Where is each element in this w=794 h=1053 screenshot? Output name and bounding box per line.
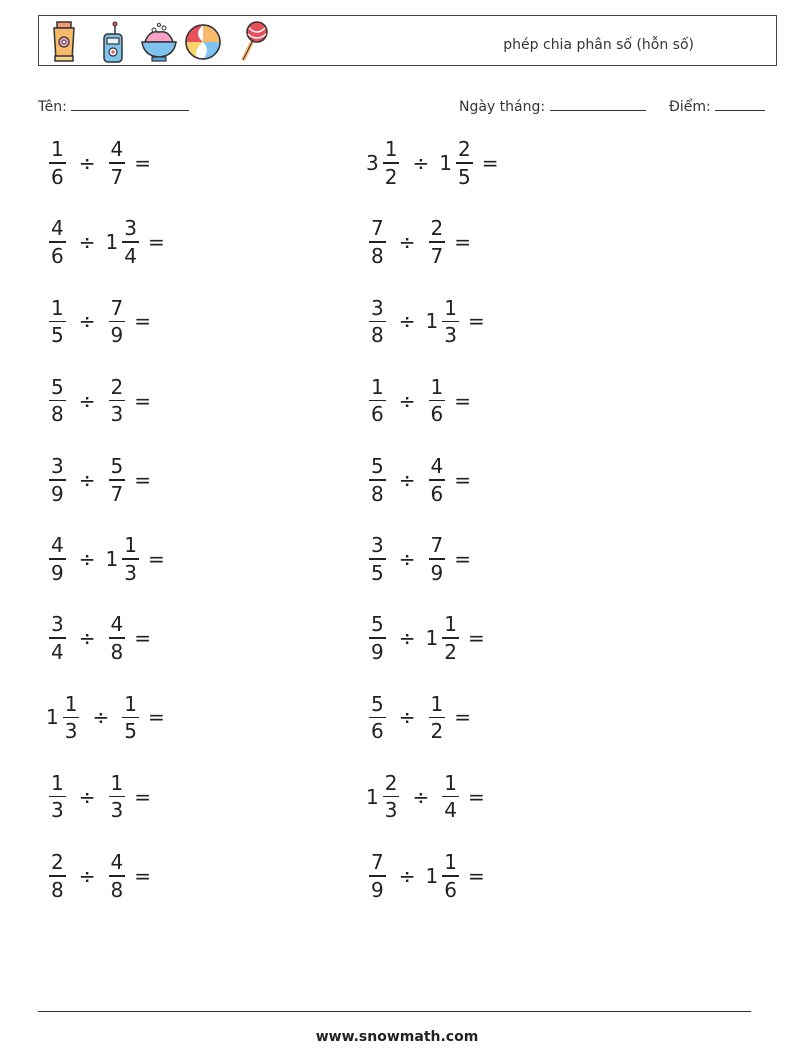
denominator: 8 — [371, 481, 384, 506]
fraction-bar — [122, 241, 139, 243]
fraction-bar — [429, 400, 446, 402]
worksheet-title: phép chia phân số (hỗn số) — [503, 37, 694, 53]
numerator: 5 — [371, 454, 384, 479]
equals-sign: = — [467, 863, 485, 888]
denominator: 6 — [51, 243, 64, 268]
fraction-bar — [383, 162, 400, 164]
whole-number: 1 — [46, 705, 59, 730]
equals-sign: = — [454, 547, 471, 571]
numerator: 1 — [110, 770, 124, 795]
fraction — [122, 217, 139, 267]
numerator: 3 — [371, 533, 384, 558]
denominator: 5 — [371, 560, 384, 585]
fraction-bar — [49, 241, 66, 243]
numerator: 1 — [64, 691, 78, 716]
fraction — [49, 138, 66, 188]
numerator: 3 — [51, 454, 64, 479]
fraction-bar — [369, 241, 386, 243]
fraction — [369, 217, 386, 267]
lollipop-icon — [229, 20, 269, 64]
denominator: 9 — [371, 639, 384, 664]
fraction — [383, 772, 400, 822]
fraction-bar — [49, 637, 66, 639]
divide-sign: ÷ — [412, 784, 430, 809]
fraction — [109, 613, 126, 663]
whole-number: 1 — [105, 547, 119, 571]
divide-sign: ÷ — [78, 626, 96, 651]
numerator: 7 — [371, 216, 384, 241]
numerator: 4 — [110, 850, 124, 875]
fraction-bar — [109, 479, 126, 481]
fraction — [442, 851, 459, 901]
numerator: 1 — [444, 295, 457, 320]
fraction — [49, 772, 66, 822]
date-blank[interactable] — [550, 96, 646, 111]
denominator: 8 — [51, 402, 64, 427]
denominator: 9 — [371, 877, 384, 902]
divide-sign: ÷ — [398, 230, 416, 255]
numerator: 5 — [371, 612, 384, 637]
fraction-bar — [109, 400, 126, 402]
denominator: 5 — [457, 164, 471, 189]
numerator: 4 — [110, 612, 124, 637]
denominator: 9 — [51, 481, 64, 506]
numerator: 1 — [430, 691, 444, 716]
fraction — [369, 376, 386, 426]
numerator: 7 — [430, 533, 444, 558]
equals-sign: = — [467, 626, 485, 651]
fraction — [456, 138, 473, 188]
fraction-bar — [456, 162, 473, 164]
numerator: 5 — [110, 454, 124, 479]
fraction-bar — [369, 479, 386, 481]
fraction — [49, 534, 66, 584]
score-blank[interactable] — [715, 96, 765, 111]
fraction — [369, 455, 386, 505]
divide-sign: ÷ — [78, 784, 96, 809]
divide-sign: ÷ — [412, 151, 430, 175]
fraction-bar — [369, 875, 386, 877]
fraction-bar — [429, 241, 446, 243]
beach-ball-icon — [183, 20, 223, 64]
whole-number: 1 — [425, 626, 439, 651]
fraction — [63, 693, 80, 743]
divide-sign: ÷ — [398, 705, 416, 730]
denominator: 7 — [430, 243, 444, 268]
numerator: 4 — [51, 533, 64, 558]
divide-sign: ÷ — [78, 151, 96, 175]
denominator: 9 — [430, 560, 444, 585]
fraction — [429, 217, 446, 267]
fraction-bar — [49, 875, 66, 877]
equals-sign: = — [134, 784, 151, 809]
equals-sign: = — [134, 626, 151, 651]
numerator: 2 — [457, 137, 471, 162]
problem-item — [46, 844, 151, 908]
fraction-bar — [442, 796, 459, 798]
fraction-bar — [109, 321, 126, 323]
whole-number: 3 — [366, 151, 379, 175]
whole-number: 1 — [425, 309, 439, 334]
denominator: 4 — [444, 798, 457, 823]
equals-sign: = — [481, 151, 499, 175]
fraction — [383, 138, 400, 188]
denominator: 3 — [51, 798, 64, 823]
fraction-bar — [109, 637, 126, 639]
denominator: 8 — [371, 323, 384, 348]
name-blank[interactable] — [71, 96, 189, 111]
fraction — [442, 772, 459, 822]
denominator: 6 — [371, 402, 384, 427]
score-label: Điểm: — [669, 99, 711, 115]
fraction — [122, 693, 139, 743]
denominator: 6 — [430, 481, 444, 506]
divide-sign: ÷ — [398, 863, 416, 888]
problem-item — [46, 448, 151, 512]
equals-sign: = — [454, 388, 471, 413]
problem-item — [46, 131, 151, 195]
numerator: 1 — [384, 137, 398, 162]
numerator: 4 — [51, 216, 64, 241]
divide-sign: ÷ — [398, 626, 416, 651]
numerator: 4 — [430, 454, 444, 479]
divide-sign: ÷ — [92, 705, 110, 730]
numerator: 3 — [51, 612, 64, 637]
denominator: 3 — [110, 798, 124, 823]
fraction — [429, 693, 446, 743]
whole-number: 1 — [366, 784, 379, 809]
divide-sign: ÷ — [398, 547, 416, 571]
problem-item — [366, 606, 485, 670]
divide-sign: ÷ — [78, 388, 96, 413]
problem-item — [366, 765, 485, 829]
fraction — [49, 297, 66, 347]
numerator: 2 — [110, 374, 124, 399]
problem-item — [46, 765, 151, 829]
denominator: 7 — [110, 481, 124, 506]
fraction-bar — [49, 162, 66, 164]
denominator: 2 — [430, 719, 444, 744]
fraction — [109, 851, 126, 901]
denominator: 5 — [124, 719, 137, 744]
denominator: 8 — [110, 877, 124, 902]
denominator: 7 — [110, 164, 124, 189]
fraction-bar — [369, 400, 386, 402]
denominator: 8 — [110, 639, 124, 664]
fraction — [49, 217, 66, 267]
fraction-bar — [122, 717, 139, 719]
fraction-bar — [429, 717, 446, 719]
equals-sign: = — [454, 230, 471, 255]
equals-sign: = — [134, 309, 151, 334]
numerator: 1 — [51, 770, 64, 795]
denominator: 3 — [124, 560, 137, 585]
equals-sign: = — [134, 467, 151, 492]
fraction-bar — [63, 717, 80, 719]
fraction — [429, 376, 446, 426]
equals-sign: = — [454, 467, 471, 492]
fraction-bar — [109, 796, 126, 798]
denominator: 3 — [64, 719, 78, 744]
fraction — [49, 376, 66, 426]
problem-item — [366, 844, 485, 908]
problem-item — [366, 210, 471, 274]
equals-sign: = — [134, 388, 151, 413]
denominator: 9 — [51, 560, 64, 585]
numerator: 3 — [124, 216, 137, 241]
fraction — [429, 534, 446, 584]
numerator: 2 — [51, 850, 64, 875]
fraction-bar — [49, 796, 66, 798]
divide-sign: ÷ — [78, 230, 96, 255]
fraction-bar — [369, 321, 386, 323]
numerator: 1 — [51, 295, 64, 320]
date-label: Ngày tháng: — [459, 99, 546, 115]
fraction-bar — [49, 558, 66, 560]
equals-sign: = — [147, 230, 165, 255]
divide-sign: ÷ — [78, 863, 96, 888]
numerator: 1 — [444, 770, 457, 795]
numerator: 2 — [384, 770, 398, 795]
numerator: 1 — [444, 850, 457, 875]
equals-sign: = — [147, 705, 165, 730]
divide-sign: ÷ — [398, 467, 416, 492]
problem-item — [46, 210, 165, 274]
equals-sign: = — [134, 863, 151, 888]
numerator: 4 — [110, 137, 124, 162]
numerator: 5 — [51, 374, 64, 399]
fraction — [109, 455, 126, 505]
numerator: 1 — [124, 691, 137, 716]
equals-sign: = — [147, 547, 165, 571]
ice-bowl-icon — [139, 20, 179, 64]
problem-item — [46, 289, 151, 353]
equals-sign: = — [467, 309, 485, 334]
denominator: 6 — [444, 877, 457, 902]
numerator: 1 — [371, 374, 384, 399]
denominator: 6 — [430, 402, 444, 427]
fraction — [369, 297, 386, 347]
footer-url: www.snowmath.com — [315, 1029, 479, 1045]
fraction-bar — [369, 558, 386, 560]
name-label: Tên: — [38, 99, 67, 115]
fraction — [109, 772, 126, 822]
equals-sign: = — [454, 705, 471, 730]
fraction — [49, 613, 66, 663]
problem-item — [366, 369, 471, 433]
denominator: 3 — [110, 402, 124, 427]
fraction — [109, 376, 126, 426]
denominator: 6 — [371, 719, 384, 744]
problem-item — [46, 527, 165, 591]
fraction-bar — [49, 479, 66, 481]
walkie-talkie-icon — [93, 20, 133, 64]
fraction — [369, 851, 386, 901]
numerator: 3 — [371, 295, 384, 320]
whole-number: 1 — [439, 151, 452, 175]
problem-item — [366, 131, 498, 195]
divide-sign: ÷ — [398, 309, 416, 334]
divide-sign: ÷ — [78, 467, 96, 492]
fraction-bar — [369, 637, 386, 639]
denominator: 3 — [384, 798, 398, 823]
fraction — [369, 534, 386, 584]
problem-item — [46, 606, 151, 670]
divide-sign: ÷ — [78, 309, 96, 334]
fraction — [49, 851, 66, 901]
date-field — [459, 96, 646, 115]
denominator: 4 — [124, 243, 137, 268]
denominator: 8 — [51, 877, 64, 902]
numerator: 1 — [444, 612, 457, 637]
score-field — [669, 96, 765, 115]
denominator: 5 — [51, 323, 64, 348]
denominator: 6 — [51, 164, 64, 189]
whole-number: 1 — [425, 863, 439, 888]
numerator: 5 — [371, 691, 384, 716]
denominator: 2 — [444, 639, 457, 664]
divide-sign: ÷ — [78, 547, 96, 571]
fraction-bar — [442, 637, 459, 639]
fraction-bar — [49, 321, 66, 323]
equals-sign: = — [134, 151, 151, 175]
problem-item — [366, 685, 471, 749]
fraction-bar — [109, 162, 126, 164]
fraction — [369, 613, 386, 663]
problem-item — [366, 289, 485, 353]
fraction-bar — [429, 558, 446, 560]
fraction — [49, 455, 66, 505]
whole-number: 1 — [105, 230, 119, 255]
denominator: 9 — [110, 323, 124, 348]
name-field — [38, 96, 189, 115]
fraction-bar — [122, 558, 139, 560]
fraction — [429, 455, 446, 505]
numerator: 7 — [110, 295, 124, 320]
fraction — [442, 613, 459, 663]
fraction-bar — [442, 321, 459, 323]
fraction — [122, 534, 139, 584]
fraction-bar — [429, 479, 446, 481]
denominator: 3 — [444, 323, 457, 348]
fraction-bar — [369, 717, 386, 719]
problem-item — [366, 448, 471, 512]
sunscreen-icon — [45, 20, 85, 64]
fraction-bar — [383, 796, 400, 798]
fraction-bar — [49, 400, 66, 402]
denominator: 2 — [384, 164, 398, 189]
numerator: 1 — [430, 374, 444, 399]
divide-sign: ÷ — [398, 388, 416, 413]
worksheet-header — [38, 15, 777, 66]
footer-divider — [38, 1011, 751, 1012]
numerator: 1 — [51, 137, 64, 162]
problem-item — [46, 685, 165, 749]
denominator: 8 — [371, 243, 384, 268]
numerator: 7 — [371, 850, 384, 875]
problem-item — [366, 527, 471, 591]
fraction — [369, 693, 386, 743]
fraction-bar — [109, 875, 126, 877]
equals-sign: = — [467, 784, 485, 809]
numerator: 2 — [430, 216, 444, 241]
fraction — [109, 138, 126, 188]
fraction — [442, 297, 459, 347]
problem-item — [46, 369, 151, 433]
fraction-bar — [442, 875, 459, 877]
denominator: 4 — [51, 639, 64, 664]
numerator: 1 — [124, 533, 137, 558]
fraction — [109, 297, 126, 347]
